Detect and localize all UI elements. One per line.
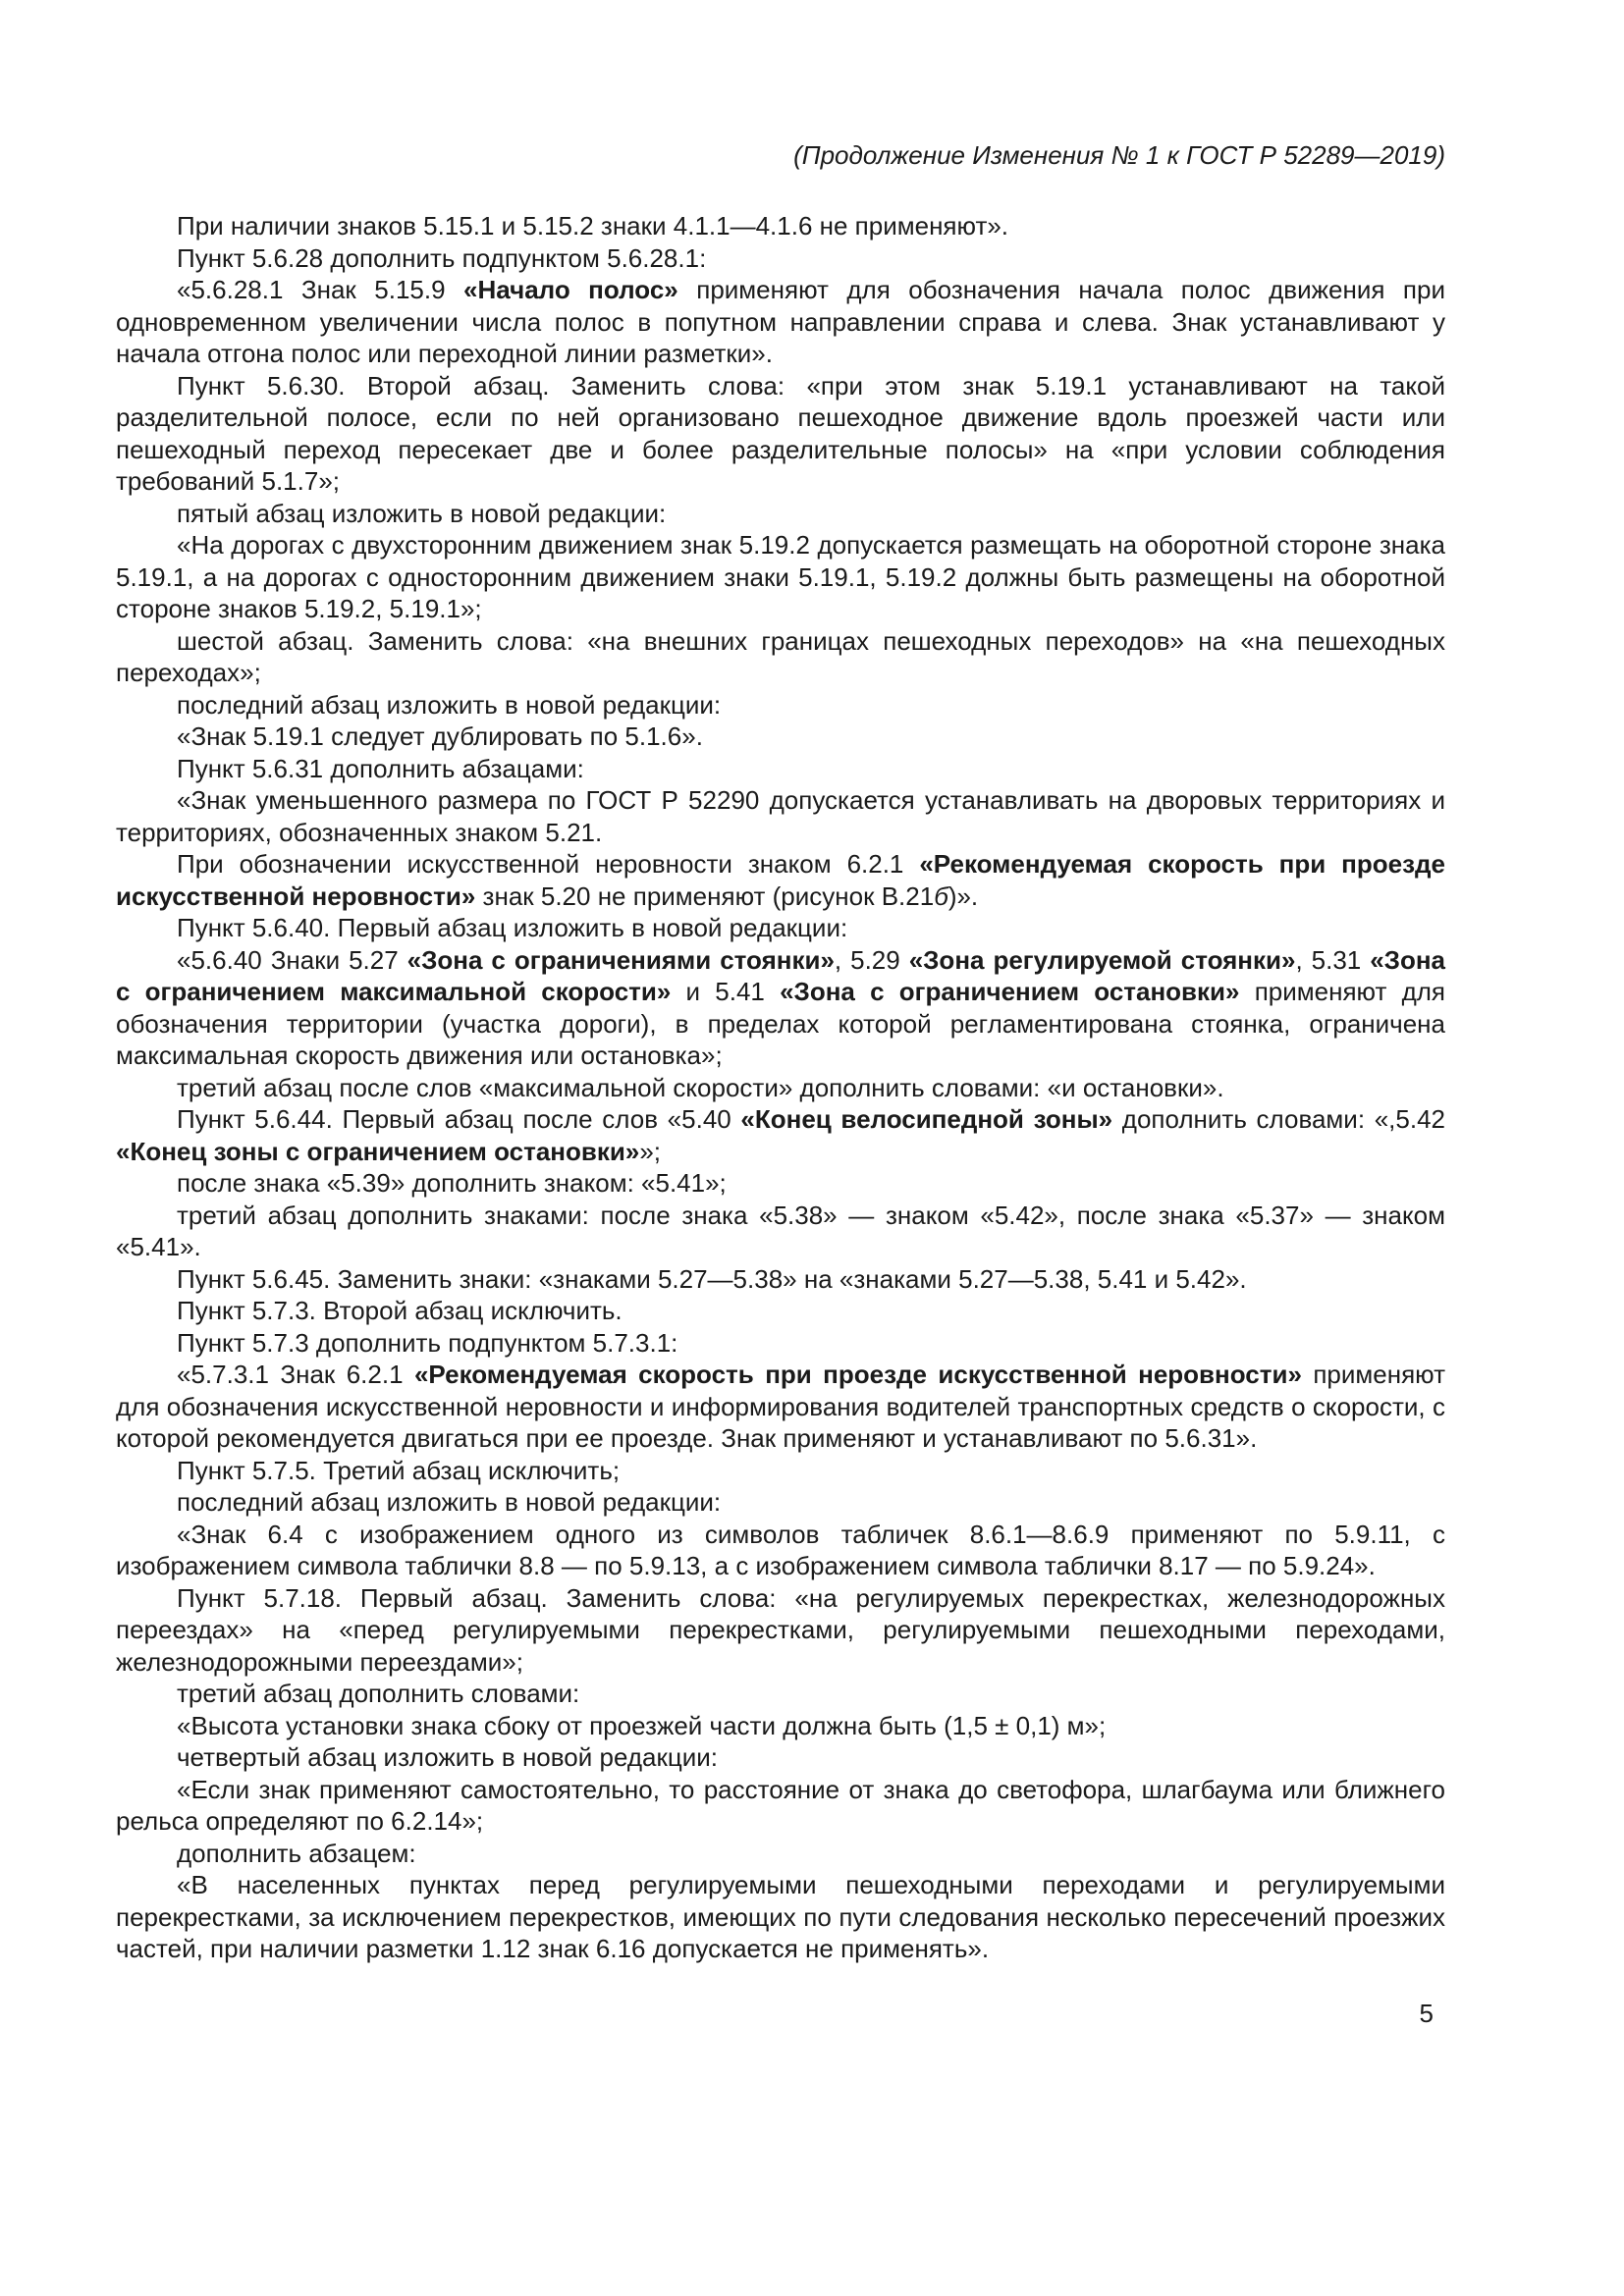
text-run: «Знак 5.19.1 следует дублировать по 5.1.6». <box>177 721 703 751</box>
text-run: Пункт 5.7.3. Второй абзац исключить. <box>177 1296 623 1325</box>
bold-text-run: «Рекомендуемая скорость при проезде искусственной неровности» <box>116 849 1445 911</box>
bold-text-run: «Зона с ограничением остановки» <box>780 977 1240 1006</box>
text-run: «Знак 6.4 с изображением одного из символов табличек 8.6.1—8.6.9 применяют по 5.9.11, с изображением символа таблички 8.8 — по 5.9.13, а с изображением символа таблички 8.17 — по 5.9.24». <box>116 1519 1445 1580</box>
text-run: Пункт 5.6.45. Заменить знаки: «знаками 5.27—5.38» на «знаками 5.27—5.38, 5.41 и 5.42». <box>177 1263 1247 1294</box>
paragraph <box>116 1710 1445 1742</box>
text-run: знак 5.20 не применяют (рисунок В.21 <box>475 881 935 911</box>
bold-text-run: «Начало полос» <box>463 275 678 304</box>
paragraph <box>116 1295 1445 1327</box>
text-run: «Высота установки знака сбоку от проезжей части должна быть (1,5 ± 0,1) м»; <box>177 1710 1107 1740</box>
document-body <box>116 210 1445 1965</box>
paragraph <box>116 753 1445 785</box>
text-run: третий абзац дополнить знаками: после знака «5.38» — знаком «5.42», после знака «5.37» — знаком «5.41». <box>116 1200 1445 1261</box>
paragraph <box>116 1200 1445 1263</box>
text-run: )». <box>947 881 979 911</box>
text-run: применяют для обозначения начала полос движения при одновременном увеличении числа полос в попутном направлении справа и слева. Знак устанавливают у начала отгона полос или переходной линии разметки». <box>116 275 1445 368</box>
paragraph <box>116 1869 1445 1965</box>
bold-text-run: «Зона с ограничением максимальной скорости» <box>116 944 1446 1006</box>
text-run: «Знак уменьшенного размера по ГОСТ Р 52290 допускается устанавливать на дворовых территориях и территориях, обозначенных знаком 5.21. <box>116 785 1445 847</box>
text-run: дополнить абзацем: <box>177 1838 416 1868</box>
text-run: Пункт 5.6.30. Второй абзац. Заменить слова: «при этом знак 5.19.1 устанавливают на такой разделительной полосе, если по ней организовано пешеходное движение вдоль проезжей части или пешеходный переход пересекает две и более разделительные полосы» на «при условии соблюдения требований 5.1.7»; <box>116 370 1445 496</box>
text-run: Пункт 5.7.3 дополнить подпунктом 5.7.3.1: <box>177 1327 678 1358</box>
text-run: последний абзац изложить в новой редакции: <box>177 689 722 720</box>
paragraph <box>116 242 1445 275</box>
text-run: применяют для обозначения территории (участка дороги), в пределах которой регламентирована стоянка, ограничена максимальная скорость движения или остановка»; <box>116 977 1445 1070</box>
paragraph <box>116 848 1445 912</box>
bold-text-run: «Рекомендуемая скорость при проезде искусственной неровности» <box>413 1360 1302 1389</box>
paragraph <box>116 1582 1445 1679</box>
paragraph <box>116 944 1445 1072</box>
text-run: дополнить словами: «,5.42 <box>1112 1104 1446 1134</box>
paragraph <box>116 274 1445 370</box>
text-run: применяют для обозначения искусственной неровности и информирования водителей транспортных средств о скорости, с которой рекомендуется двигаться при ее проезде. Знак применяют и устанавливают по 5.6.31». <box>116 1360 1445 1453</box>
text-run: «5.7.3.1 Знак 6.2.1 <box>177 1360 414 1389</box>
text-run: , 5.29 <box>834 944 909 975</box>
page-number: 5 <box>1419 1998 1434 2028</box>
text-run: Пункт 5.7.18. Первый абзац. Заменить слова: «на регулируемых перекрестках, железнодорожных переездах» на «перед регулируемыми перекрестками, регулируемыми пешеходными переходами, железнодорожными переездами»; <box>116 1582 1445 1677</box>
text-run: Пункт 5.7.5. Третий абзац исключить; <box>177 1455 621 1485</box>
paragraph <box>116 1103 1445 1167</box>
paragraph <box>116 1486 1445 1519</box>
bold-text-run: «Конец зоны с ограничением остановки» <box>116 1136 640 1166</box>
paragraph <box>116 529 1445 625</box>
paragraph <box>116 498 1445 530</box>
document-continuation-header: (Продолжение Изменения № 1 к ГОСТ Р 52289—2019) <box>793 140 1445 170</box>
paragraph <box>116 1167 1445 1200</box>
text-run: шестой абзац. Заменить слова: «на внешних границах пешеходных переходов» на «на пешеходных переходах»; <box>116 625 1445 687</box>
paragraph <box>116 1741 1445 1774</box>
paragraph <box>116 1072 1445 1104</box>
paragraph <box>116 1359 1445 1455</box>
text-run: четвертый абзац изложить в новой редакции: <box>177 1742 719 1772</box>
text-run: Пункт 5.6.40. Первый абзац изложить в новой редакции: <box>177 913 848 942</box>
paragraph <box>116 1774 1445 1838</box>
text-run: третий абзац дополнить словами: <box>177 1679 580 1708</box>
paragraph <box>116 1678 1445 1710</box>
text-run: При обозначении искусственной неровности знаком 6.2.1 <box>177 849 920 879</box>
paragraph <box>116 1519 1445 1582</box>
text-run: и 5.41 <box>671 977 781 1006</box>
paragraph <box>116 912 1445 944</box>
paragraph <box>116 625 1445 689</box>
text-run: третий абзац после слов «максимальной скорости» дополнить словами: «и остановки». <box>177 1072 1224 1102</box>
italic-text-run: б <box>934 881 948 911</box>
paragraph <box>116 1263 1445 1296</box>
bold-text-run: «Зона с ограничениями стоянки» <box>406 944 835 975</box>
paragraph <box>116 1455 1445 1487</box>
bold-text-run: «Конец велосипедной зоны» <box>740 1104 1113 1134</box>
paragraph <box>116 210 1445 242</box>
text-run: »; <box>639 1136 662 1166</box>
bold-text-run: «Зона регулируемой стоянки» <box>908 944 1296 975</box>
paragraph <box>116 784 1445 848</box>
text-run: последний абзац изложить в новой редакции: <box>177 1487 722 1517</box>
paragraph <box>116 721 1445 753</box>
paragraph <box>116 689 1445 721</box>
text-run: , 5.31 <box>1295 944 1371 975</box>
text-run: При наличии знаков 5.15.1 и 5.15.2 знаки 4.1.1—4.1.6 не применяют». <box>177 211 1009 240</box>
text-run: пятый абзац изложить в новой редакции: <box>177 498 667 528</box>
text-run: «5.6.28.1 Знак 5.15.9 <box>177 275 464 304</box>
text-run: «Если знак применяют самостоятельно, то расстояние от знака до светофора, шлагбаума или ближнего рельса определяют по 6.2.14»; <box>116 1774 1445 1836</box>
paragraph <box>116 1838 1445 1870</box>
text-run: «В населенных пунктах перед регулируемыми пешеходными переходами и регулируемыми перекрестками, за исключением перекрестков, имеющих по пути следования несколько пересечений проезжих частей, при наличии разметки 1.12 знак 6.16 допускается не применять». <box>116 1870 1445 1963</box>
text-run: Пункт 5.6.31 дополнить абзацами: <box>177 753 584 783</box>
text-run: «5.6.40 Знаки 5.27 <box>177 944 407 975</box>
paragraph <box>116 370 1445 498</box>
text-run: Пункт 5.6.28 дополнить подпунктом 5.6.28.1: <box>177 242 707 273</box>
text-run: «На дорогах с двухсторонним движением знак 5.19.2 допускается размещать на оборотной стороне знака 5.19.1, а на дорогах с односторонним движением знаки 5.19.1, 5.19.2 должны быть размещены на оборотной стороне знаков 5.19.2, 5.19.1»; <box>116 530 1445 623</box>
text-run: после знака «5.39» дополнить знаком: «5.41»; <box>177 1168 727 1198</box>
text-run: Пункт 5.6.44. Первый абзац после слов «5.40 <box>177 1104 741 1134</box>
paragraph <box>116 1327 1445 1360</box>
